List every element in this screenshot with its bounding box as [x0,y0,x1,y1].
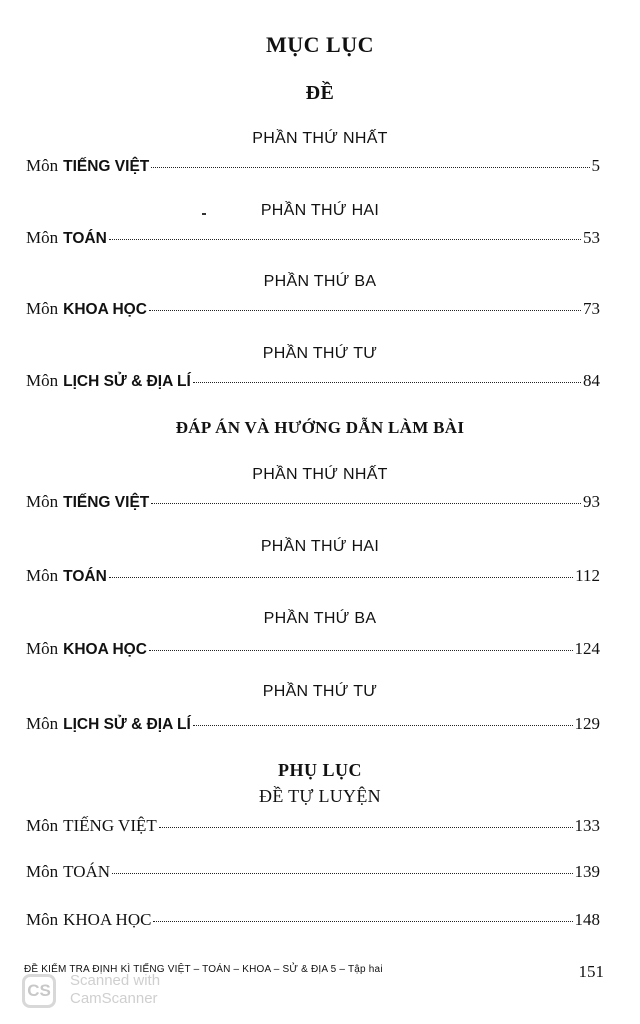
entry-page: 148 [574,910,600,929]
part-heading: PHẦN THỨ TƯ [262,345,378,362]
entry-prefix: Môn [26,156,59,175]
scan-speck [202,213,206,215]
section-heading-answers: ĐÁP ÁN VÀ HƯỚNG DẪN LÀM BÀI [175,418,465,437]
dot-leader [149,650,573,651]
footer-book-title: ĐỀ KIỂM TRA ĐỊNH KÌ TIẾNG VIỆT – TOÁN – KHOA – SỬ & ĐỊA 5 – Tập hai [24,964,383,975]
entry-subject: TOÁN [63,230,107,247]
entry-page: 133 [574,816,600,835]
appendix-subheading: ĐỀ TỰ LUYỆN [259,786,381,806]
part-heading: PHẦN THỨ TƯ [262,683,378,700]
entry-page: 5 [591,156,600,175]
entry-subject: TIẾNG VIỆT [63,816,157,835]
entry-page: 112 [575,566,600,585]
entry-page: 93 [583,492,600,511]
footer-page-number: 151 [578,962,604,981]
entry-prefix: Môn [26,816,59,835]
section-heading-de: ĐỀ [305,82,335,104]
dot-leader [149,310,581,311]
part-heading: PHẦN THỨ NHẤT [252,466,388,483]
toc-entry[interactable] [26,156,600,178]
toc-entry[interactable] [26,566,600,588]
entry-page: 129 [574,714,600,733]
dot-leader [109,577,573,578]
entry-subject: LỊCH SỬ & ĐỊA LÍ [63,373,191,390]
entry-subject: KHOA HỌC [63,910,152,929]
entry-subject: LỊCH SỬ & ĐỊA LÍ [63,716,191,733]
entry-subject: TOÁN [63,568,107,585]
toc-entry[interactable] [26,371,600,393]
entry-subject: TOÁN [63,862,111,881]
part-heading: PHẦN THỨ HAI [260,202,380,219]
entry-page: 139 [574,862,600,881]
entry-prefix: Môn [26,639,59,658]
watermark-line-1: Scanned with [70,972,161,989]
part-heading: PHẦN THỨ NHẤT [252,130,388,147]
entry-subject: KHOA HỌC [63,301,147,318]
toc-entry[interactable] [26,862,600,884]
toc-entry[interactable] [26,492,600,514]
entry-subject: TIẾNG VIỆT [63,494,150,511]
dot-leader [193,382,581,383]
toc-entry[interactable] [26,816,600,838]
dot-leader [151,167,589,168]
watermark-text [70,972,160,1008]
part-heading: PHẦN THỨ BA [263,273,377,290]
dot-leader [151,503,581,504]
toc-entry[interactable] [26,639,600,661]
dot-leader [193,725,573,726]
entry-prefix: Môn [26,862,59,881]
section-heading-appendix: PHỤ LỤC [278,760,362,780]
entry-prefix: Môn [26,492,59,511]
toc-entry[interactable] [26,714,600,736]
watermark-line-2: CamScanner [70,990,158,1007]
entry-page: 73 [583,299,600,318]
entry-subject: KHOA HỌC [63,641,147,658]
entry-subject: TIẾNG VIỆT [63,158,150,175]
entry-prefix: Môn [26,299,59,318]
page-title: MỤC LỤC [266,32,374,57]
entry-prefix: Môn [26,910,59,929]
dot-leader [109,239,581,240]
camscanner-logo-icon: CS [22,974,56,1008]
dot-leader [159,827,573,828]
scanner-watermark [22,972,222,1012]
part-heading: PHẦN THỨ HAI [260,538,380,555]
dot-leader [112,873,572,874]
dot-leader [153,921,572,922]
entry-prefix: Môn [26,566,59,585]
toc-entry[interactable] [26,910,600,932]
entry-page: 53 [583,228,600,247]
part-heading: PHẦN THỨ BA [263,610,377,627]
entry-page: 84 [583,371,600,390]
entry-page: 124 [574,639,600,658]
toc-entry[interactable] [26,228,600,250]
entry-prefix: Môn [26,714,59,733]
entry-prefix: Môn [26,228,59,247]
entry-prefix: Môn [26,371,59,390]
toc-entry[interactable] [26,299,600,321]
